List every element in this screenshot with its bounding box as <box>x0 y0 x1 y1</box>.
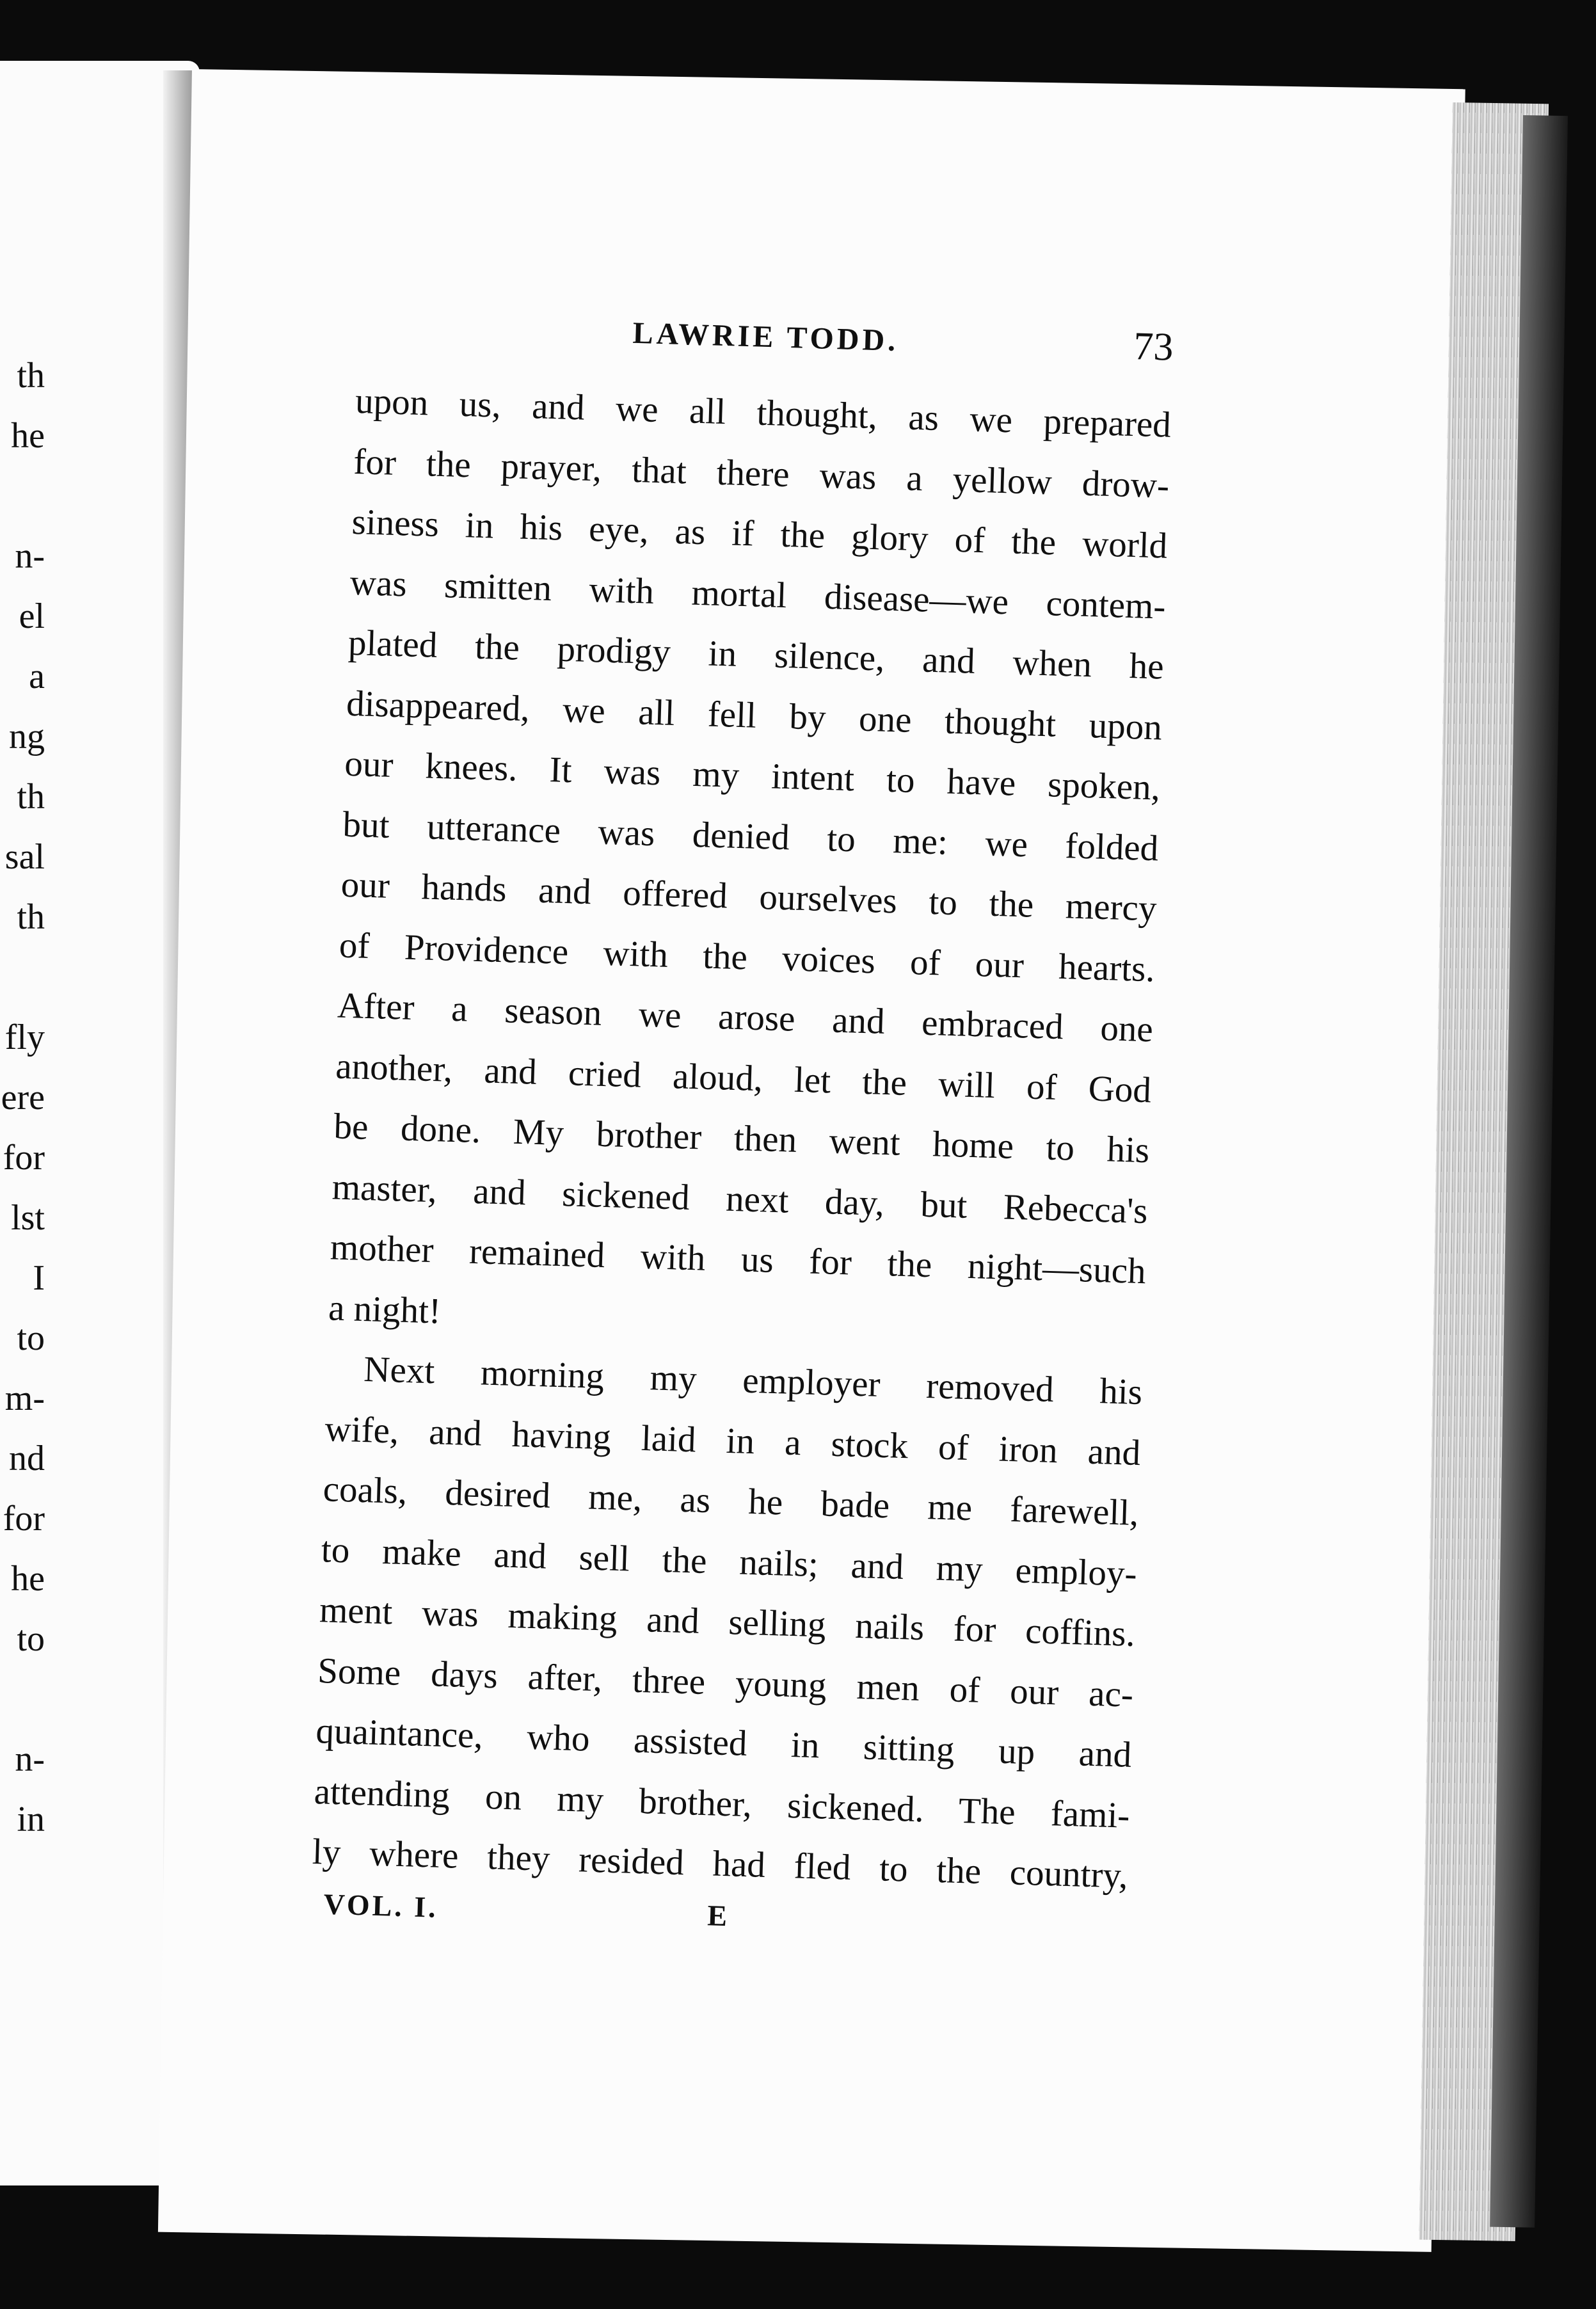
fragment-line: lst <box>11 1198 45 1238</box>
page-number: 73 <box>1133 324 1174 369</box>
fragment-line: n- <box>15 1739 45 1779</box>
volume-signature: VOL. I. <box>323 1887 439 1924</box>
text-line: our hands and offered ourselves to the mercy <box>340 864 1158 929</box>
text-line: Some days after, three young men of our ac- <box>317 1650 1134 1715</box>
text-line: but utterance was denied to me: we folded <box>342 804 1160 868</box>
text-line: After a season we arose and embraced one <box>337 985 1154 1050</box>
fragment-line: th <box>17 356 45 395</box>
fragment-line <box>0 947 45 1007</box>
text-line: be done. My brother then went home to his <box>333 1106 1151 1171</box>
fragment-line: to <box>17 1318 45 1358</box>
text-line: ly where they resided had fled to the country, <box>312 1831 1129 1896</box>
text-line: Next morning my employer removed his <box>363 1349 1143 1413</box>
text-line: of Providence with the voices of our hearts. <box>339 925 1156 989</box>
fragment-line: m- <box>4 1378 45 1418</box>
fragment-line: in <box>17 1800 45 1839</box>
fragment-line: a <box>29 657 45 696</box>
text-line: attending on my brother, sickened. The fami- <box>313 1771 1131 1836</box>
fragment-line: I <box>33 1258 45 1298</box>
fragment-line: to <box>17 1619 45 1659</box>
text-line: ment was making and selling nails for coffins. <box>319 1590 1136 1654</box>
fragment-line: for <box>3 1499 45 1538</box>
text-line: to make and sell the nails; and my employ- <box>321 1529 1138 1594</box>
facing-page-text-fragments <box>0 346 45 1850</box>
text-line: another, and cried aloud, let the will of God <box>335 1045 1152 1110</box>
fragment-line: he <box>11 1559 45 1599</box>
text-line: upon us, and we all thought, as we prepared <box>355 380 1172 445</box>
fragment-line: sal <box>4 837 45 877</box>
fragment-line: el <box>19 596 45 636</box>
text-line: was smitten with mortal disease—we contem- <box>349 562 1167 627</box>
running-title: LAWRIE TODD. <box>632 316 899 358</box>
text-line: mother remained with us for the night—such <box>330 1227 1147 1292</box>
gathering-mark: E <box>706 1898 728 1932</box>
page-text-block <box>310 301 1174 1968</box>
fragment-line: he <box>11 416 45 456</box>
text-line: quaintance, who assisted in sitting up and <box>315 1711 1133 1775</box>
fragment-line: ng <box>9 717 45 756</box>
text-line: disappeared, we all fell by one thought upon <box>346 683 1163 748</box>
fragment-line: nd <box>9 1439 45 1478</box>
fragment-line <box>0 466 45 526</box>
text-line: for the prayer, that there was a yellow drow- <box>353 441 1170 506</box>
text-line: our knees. It was my intent to have spoken, <box>344 743 1161 808</box>
text-line: coals, desired me, as he bade me farewell, <box>322 1469 1140 1533</box>
text-line: master, and sickened next day, but Rebecca's <box>331 1166 1149 1231</box>
fragment-line: n- <box>15 536 45 576</box>
fragment-line: th <box>17 777 45 817</box>
body-text <box>312 371 1172 1906</box>
text-line: wife, and having laid in a stock of iron and <box>324 1408 1142 1473</box>
text-line: a night! <box>328 1287 442 1332</box>
fragment-line: for <box>3 1138 45 1178</box>
text-line: siness in his eye, as if the glory of the world <box>351 501 1169 566</box>
fragment-line: fly <box>4 1018 45 1057</box>
fragment-line: ere <box>1 1078 45 1117</box>
fragment-line <box>0 1669 45 1729</box>
text-line: plated the prodigy in silence, and when he <box>347 622 1165 687</box>
fragment-line: th <box>17 897 45 937</box>
